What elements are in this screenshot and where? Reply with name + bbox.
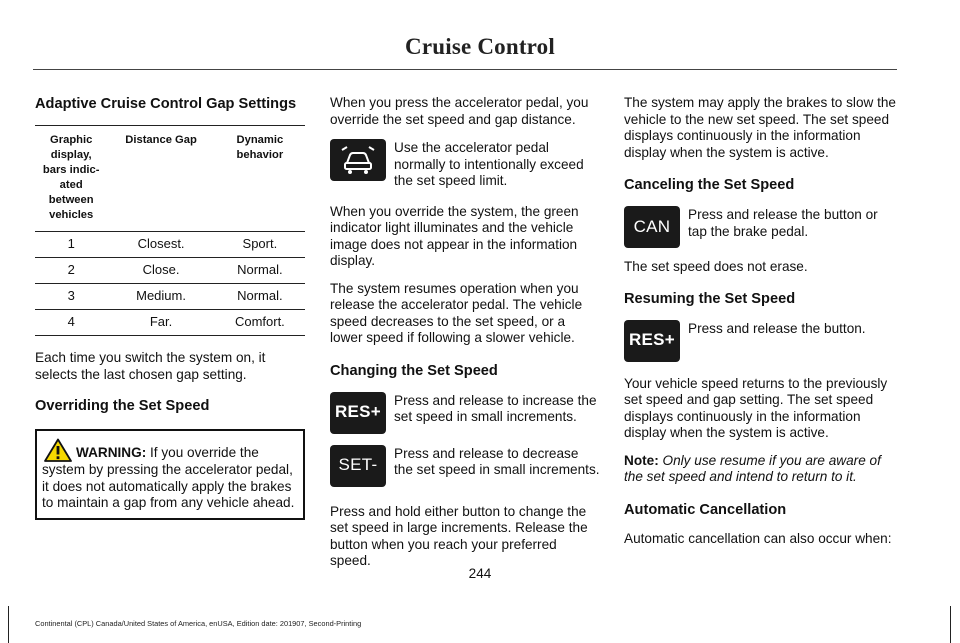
- res-increase-row: [330, 392, 600, 434]
- set-decrease-row: [330, 445, 600, 487]
- table-cell: Normal.: [215, 258, 305, 284]
- page-number: 244: [468, 566, 492, 581]
- press-hold-paragraph: Press and hold either button to change the set speed in large increments. Release the button when you reach your preferred speed.: [330, 503, 588, 568]
- table-cell: 1: [35, 232, 107, 258]
- table-cell: Medium.: [107, 284, 214, 310]
- canceling-heading: Canceling the Set Speed: [624, 177, 795, 193]
- set-decrease-text: Press and release to decrease the set speed in small increments.: [394, 445, 600, 477]
- note-label: Note:: [624, 452, 659, 468]
- edition-footer: Continental (CPL) Canada/United States of America, enUSA, Edition date: 201907, Second-Printing: [35, 619, 362, 628]
- automatic-cancellation-paragraph: Automatic cancellation can also occur when:: [624, 530, 892, 546]
- resume-operation-paragraph: The system resumes operation when you release the accelerator pedal. The vehicle speed decreases to the set speed, or a lower speed if following a slower vehicle.: [330, 280, 583, 345]
- warning-text: If you override the system by pressing the accelerator pedal, it does not automatically apply the brakes to maintain a gap from any vehicle ahead.: [42, 445, 295, 510]
- table-cell: Comfort.: [215, 310, 305, 336]
- table-row: [35, 284, 305, 310]
- set-minus-button-icon: SET-: [330, 445, 386, 487]
- green-indicator-paragraph: When you override the system, the green indicator light illuminates and the vehicle image does not appear in the information display.: [330, 203, 579, 268]
- table-cell: Sport.: [215, 232, 305, 258]
- table-cell: Closest.: [107, 232, 214, 258]
- cancel-row: [624, 206, 896, 248]
- column-header: Graphic display, bars indic-ated between vehicles: [35, 126, 107, 232]
- table-cell: 3: [35, 284, 107, 310]
- table-row: [35, 258, 305, 284]
- column-middle: [330, 95, 600, 581]
- table-row: [35, 232, 305, 258]
- table-cell: Far.: [107, 310, 214, 336]
- table-row: [35, 310, 305, 336]
- crop-mark-left: [8, 606, 9, 643]
- can-button-icon: CAN: [624, 206, 680, 248]
- accelerator-row: [330, 139, 600, 190]
- note-text: Only use resume if you are aware of the set speed and intend to return to it.: [624, 452, 881, 484]
- accelerator-text: Use the accelerator pedal normally to intentionally exceed the set speed limit.: [394, 140, 584, 188]
- warning-box: [35, 429, 305, 520]
- column-header: Distance Gap: [107, 126, 214, 232]
- last-gap-paragraph: Each time you switch the system on, it selects the last chosen gap setting.: [35, 350, 266, 382]
- brakes-paragraph: The system may apply the brakes to slow the vehicle to the new set speed. The set speed displays continuously in the information display when the system is active.: [624, 95, 896, 160]
- override-paragraph: When you press the accelerator pedal, you override the set speed and gap distance.: [330, 95, 589, 127]
- warning-triangle-icon: [44, 438, 72, 462]
- crop-mark-right: [950, 606, 951, 643]
- gap-settings-heading: Adaptive Cruise Control Gap Settings: [35, 96, 297, 112]
- resume-text: Press and release the button.: [688, 320, 866, 336]
- table-cell: Normal.: [215, 284, 305, 310]
- res-increase-text: Press and release to increase the set speed in small increments.: [394, 392, 597, 424]
- column-right: [624, 95, 896, 558]
- title-divider: [33, 69, 897, 70]
- vehicle-override-icon: [330, 139, 386, 181]
- changing-heading: Changing the Set Speed: [330, 362, 498, 379]
- table-cell: 2: [35, 258, 107, 284]
- resume-row: [624, 320, 896, 362]
- page-title: Cruise Control: [405, 34, 555, 59]
- cancel-text: Press and release the button or tap the brake pedal.: [688, 207, 878, 239]
- speed-returns-paragraph: Your vehicle speed returns to the previously set speed and gap setting. The set speed displays continuously in the information display when the system is active.: [624, 375, 888, 440]
- automatic-cancellation-heading: Automatic Cancellation: [624, 501, 787, 518]
- column-left: [35, 95, 305, 520]
- column-header: Dynamic behavior: [215, 126, 305, 232]
- overriding-heading: Overriding the Set Speed: [35, 398, 210, 414]
- gap-settings-table: [35, 125, 305, 336]
- note-paragraph: [624, 453, 896, 486]
- table-header-row: [35, 126, 305, 232]
- resuming-heading: Resuming the Set Speed: [624, 290, 796, 307]
- warning-label: WARNING:: [76, 445, 147, 460]
- table-cell: 4: [35, 310, 107, 336]
- table-cell: Close.: [107, 258, 214, 284]
- res-plus-button-icon: RES+: [624, 320, 680, 362]
- not-erase-paragraph: The set speed does not erase.: [624, 259, 808, 274]
- res-plus-button-icon: RES+: [330, 392, 386, 434]
